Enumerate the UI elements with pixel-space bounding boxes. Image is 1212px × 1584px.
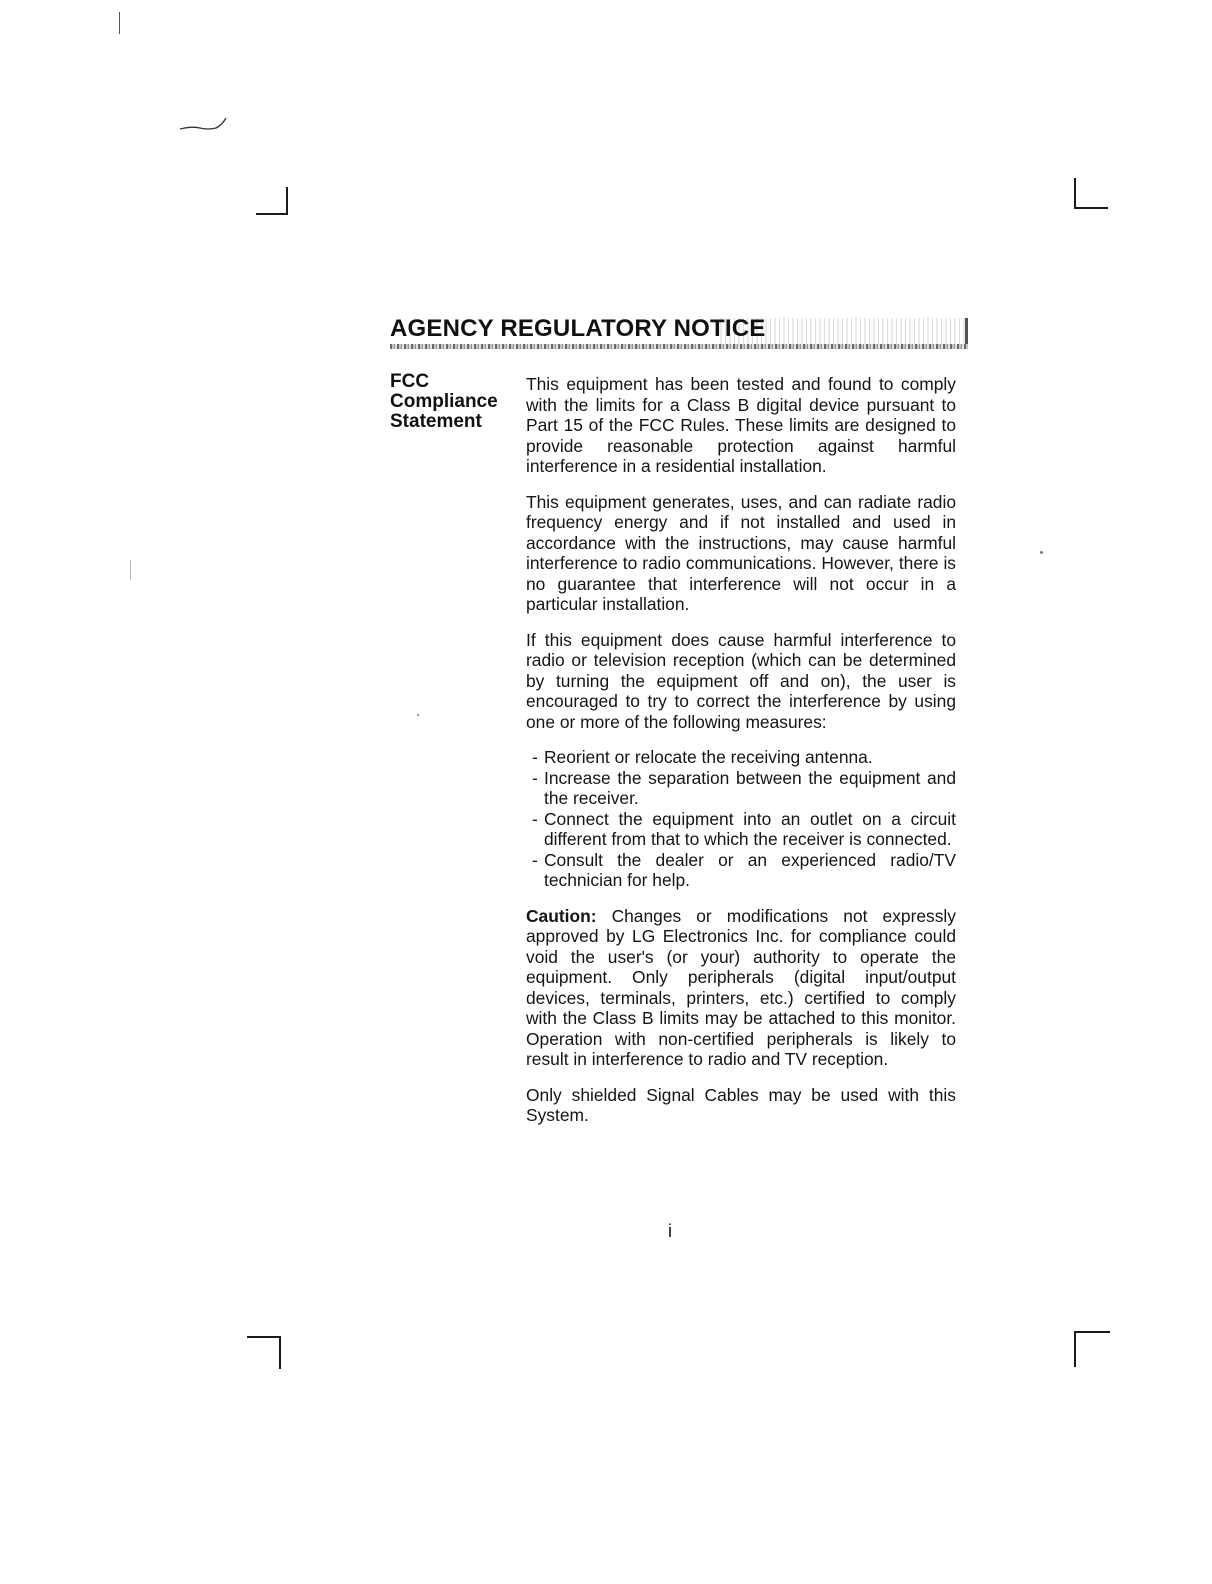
list-item: - Increase the separation between the equipment and the receiver. (544, 768, 956, 809)
crop-mark-bottom-right (1074, 1331, 1076, 1367)
crop-mark-top-right (1074, 207, 1108, 209)
paragraph-class-b: This equipment has been tested and found to comply with the limits for a Class B digital device pursuant to Part 15 of the FCC Rules. These limits are designed to provide reasonable protection against harmful interference in a residential installation. (526, 374, 956, 476)
scan-speck (1040, 551, 1043, 554)
list-item: - Consult the dealer or an experienced radio/TV technician for help. (544, 850, 956, 891)
page-number: i (668, 1221, 672, 1241)
section-heading (390, 314, 970, 354)
paragraph-shielded-cables: Only shielded Signal Cables may be used with this System. (526, 1084, 956, 1125)
caution-label: Caution: (526, 905, 597, 926)
heading-rule (390, 344, 968, 349)
crop-mark-bottom-left (247, 1336, 281, 1338)
scan-speck (417, 714, 419, 716)
crop-mark-bottom-right (1074, 1331, 1110, 1333)
paragraph-radiation: This equipment generates, uses, and can radiate radio frequency energy and if not installed and used in accordance with the instructions, may cause harmful interference to radio communications. However, there is no guarantee that interference will not occur in a particular installation. (526, 491, 956, 614)
list-item: - Connect the equipment into an outlet on a circuit different from that to which the receiver is connected. (544, 809, 956, 850)
crop-mark-top-left (256, 213, 288, 215)
measures-list (526, 747, 956, 891)
body-text (526, 374, 956, 1141)
section-label-line: Compliance (390, 391, 498, 412)
crop-mark-top-left (286, 187, 288, 215)
section-label (390, 372, 515, 432)
scan-mark (119, 12, 120, 34)
paragraph-interference: If this equipment does cause harmful interference to radio or television reception (which can be determined by turning the equipment off and on), the user is encouraged to try to correct the interference by using one or more of the following measures: (526, 629, 956, 732)
crop-mark-top-right (1074, 178, 1076, 209)
caution-text: Changes or modifications not expressly approved by LG Electronics Inc. for compliance could void the user's (or your) authority to operate the equipment. Only peripherals (digital input/output devices, terminals, printers, etc.) certified to comply with the Class B limits may be attached to this monitor. Operation with non-certified peripherals is likely to result in interference to radio and TV reception. (526, 905, 956, 1069)
pen-mark (178, 116, 228, 136)
scan-speck (130, 560, 131, 580)
list-item: - Reorient or relocate the receiving antenna. (544, 747, 956, 768)
page-title: AGENCY REGULATORY NOTICE (390, 315, 766, 342)
paragraph-caution (526, 906, 956, 1070)
section-label-line: Statement (390, 411, 482, 432)
section-label-line: FCC (390, 371, 430, 392)
crop-mark-bottom-left (279, 1336, 281, 1369)
